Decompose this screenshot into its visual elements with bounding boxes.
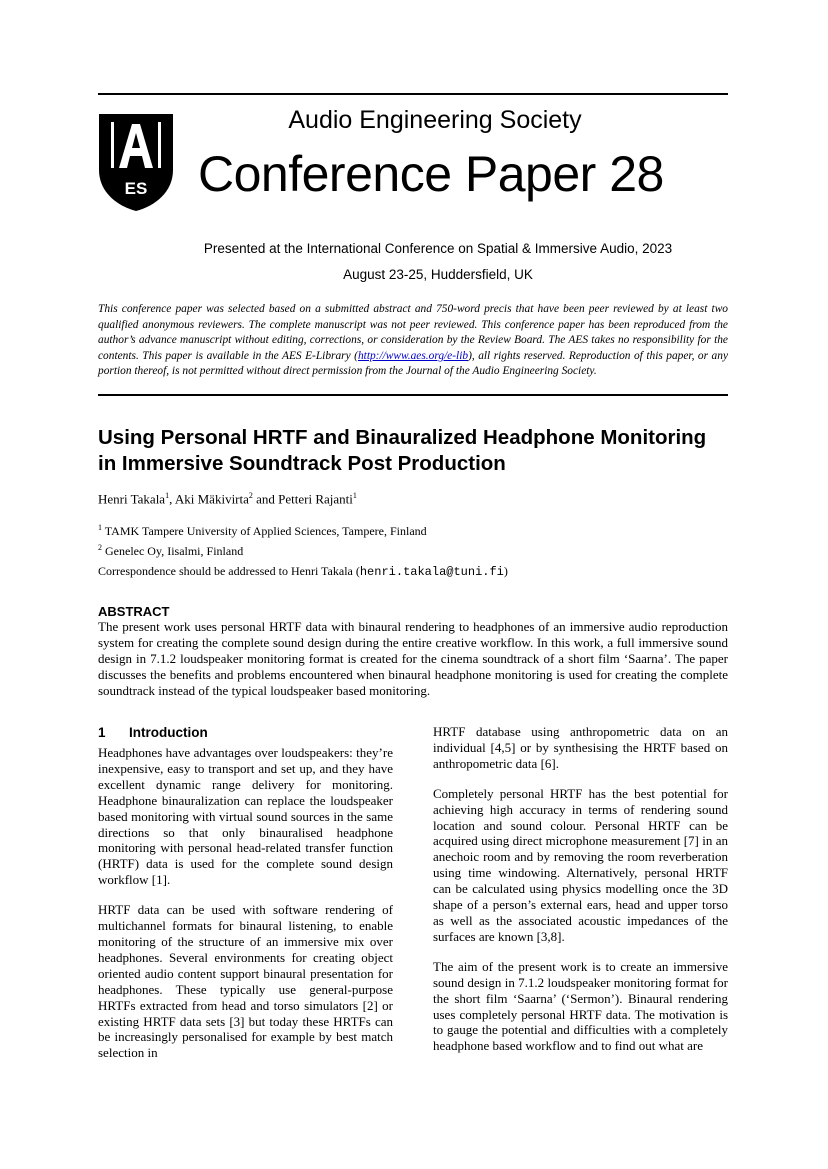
logo-letters: ES <box>124 179 148 198</box>
author-affil-sup: 1 <box>165 491 170 500</box>
aes-logo-icon <box>97 112 175 212</box>
affiliation <box>98 520 427 540</box>
top-rule <box>98 93 728 95</box>
affiliation-sup: 1 <box>98 523 102 532</box>
section-heading <box>98 725 208 740</box>
elib-link[interactable]: http://www.aes.org/e-lib <box>357 349 469 362</box>
author-affil-sup: 1 <box>352 491 357 500</box>
author-sep: , <box>169 491 175 507</box>
presented-at: Presented at the International Conference on Spatial & Immersive Audio, 2023 <box>203 241 673 256</box>
affiliation-text: TAMK Tampere University of Applied Sciences, Tampere, Finland <box>104 524 427 538</box>
disclaimer-text-end: ), all rights reserved. Reproduction of this paper, or any portion thereof, is not permitted without direct permission from the Journal of the Audio Engineering Society. <box>98 349 728 377</box>
paper-title: Using Personal HRTF and Binauralized Headphone Monitoring in Immersive Soundtrack Post Production <box>98 426 707 475</box>
author-name: Henri Takala <box>98 491 166 507</box>
conference-paper-title: Conference Paper 28 <box>198 146 664 202</box>
disclaimer-text-start: This conference paper was selected based on a submitted abstract and 750-word precis that have been peer reviewed by at least two qualified anonymous reviewers. The complete manuscript was not peer reviewed. This conference paper has been reproduced from the author’s advance manuscript without editing, corrections, or consideration by the Review Board. The AES takes no responsibility for the contents. This paper is available in the AES E-Library ( <box>98 303 728 362</box>
correspondence-suffix: ) <box>503 564 508 578</box>
society-name: Audio Engineering Society <box>288 106 582 134</box>
dates-location: August 23-25, Huddersfield, UK <box>343 267 533 282</box>
affiliation-sup: 2 <box>98 542 102 552</box>
header-bottom-rule <box>98 394 728 396</box>
left-column <box>98 745 393 1075</box>
section-number: 1 <box>98 725 106 740</box>
paragraph: HRTF database using anthropometric data on an individual [4,5] or by synthesising the HRTF based on anthropometric data [6]. <box>433 724 728 771</box>
correspondence <box>98 564 508 579</box>
author-name: Petteri Rajanti <box>278 491 353 507</box>
correspondence-prefix: Correspondence should be addressed to Henri Takala ( <box>98 564 360 578</box>
affiliations <box>98 520 427 559</box>
paragraph: The aim of the present work is to create an immersive sound design in 7.1.2 loudspeaker monitoring format for the short film ‘Saarna’ (‘Sermon’). Binaural rendering uses completely personal HRTF data. The motivation is to gauge the potential and difficulties with a completely headphone based workflow and to find out what are <box>433 958 728 1054</box>
abstract-heading: ABSTRACT <box>98 604 170 619</box>
affiliation-text: Genelec Oy, Iisalmi, Finland <box>105 543 244 558</box>
disclaimer <box>98 302 728 380</box>
paragraph: Headphones have advantages over loudspeakers: they’re inexpensive, easy to transport and set up, and they have excellent dynamic range delivery for monitoring. Headphone binauralization can replace the loudspeaker based monitoring with virtual sound sources in the same directions so that only binauralised headphone monitoring with personal head-related transfer function (HRTF) data is used for the complete sound design workflow [1]. <box>98 745 393 888</box>
correspondence-email: henri.takala@tuni.fi <box>359 565 504 579</box>
author-affil-sup: 2 <box>248 491 253 500</box>
abstract-text: The present work uses personal HRTF data with binaural rendering to headphones of an immersive audio reproduction system for creating the complete sound design during the entire creative workflow. In this work, a full immersive sound design in 7.1.2 loudspeaker monitoring format is created for the cinema soundtrack of a short film ‘Saarna’. The paper discusses the benefits and problems encountered when binaural headphone monitoring is used for creating the complete soundtrack instead of the typical loudspeaker based monitoring. <box>98 619 728 698</box>
paragraph: HRTF data can be used with software rendering of multichannel formats for binaural listening, to enable monitoring of the structure of an immersive mix over headphones. Several environments for creating object oriented audio content support binaural presentation for headphones. These typically use general-purpose HRTFs extracted from head and torso simulators [2] or existing HRTF data sets [3] but today these HRTFs can be increasingly personalised for example by best match selection in <box>98 902 393 1061</box>
author-name: Aki Mäkivirta <box>174 491 249 507</box>
paragraph: Completely personal HRTF has the best potential for achieving high accuracy in terms of rendering sound location and sound colour. Personal HRTF can be acquired using direct microphone measurement [7] in an anechoic room and by removing the room reverberation using time windowing. Alternatively, personal HRTF can be calculated using physics modelling once the 3D shape of a person’s external ears, head and upper torso as well as the associated acoustic impedances of the surfaces are known [3,8]. <box>433 785 728 944</box>
right-column <box>433 724 728 1068</box>
section-title: Introduction <box>129 725 208 740</box>
affiliation <box>98 540 427 560</box>
author-sep: and <box>252 491 279 507</box>
authors <box>98 491 357 507</box>
